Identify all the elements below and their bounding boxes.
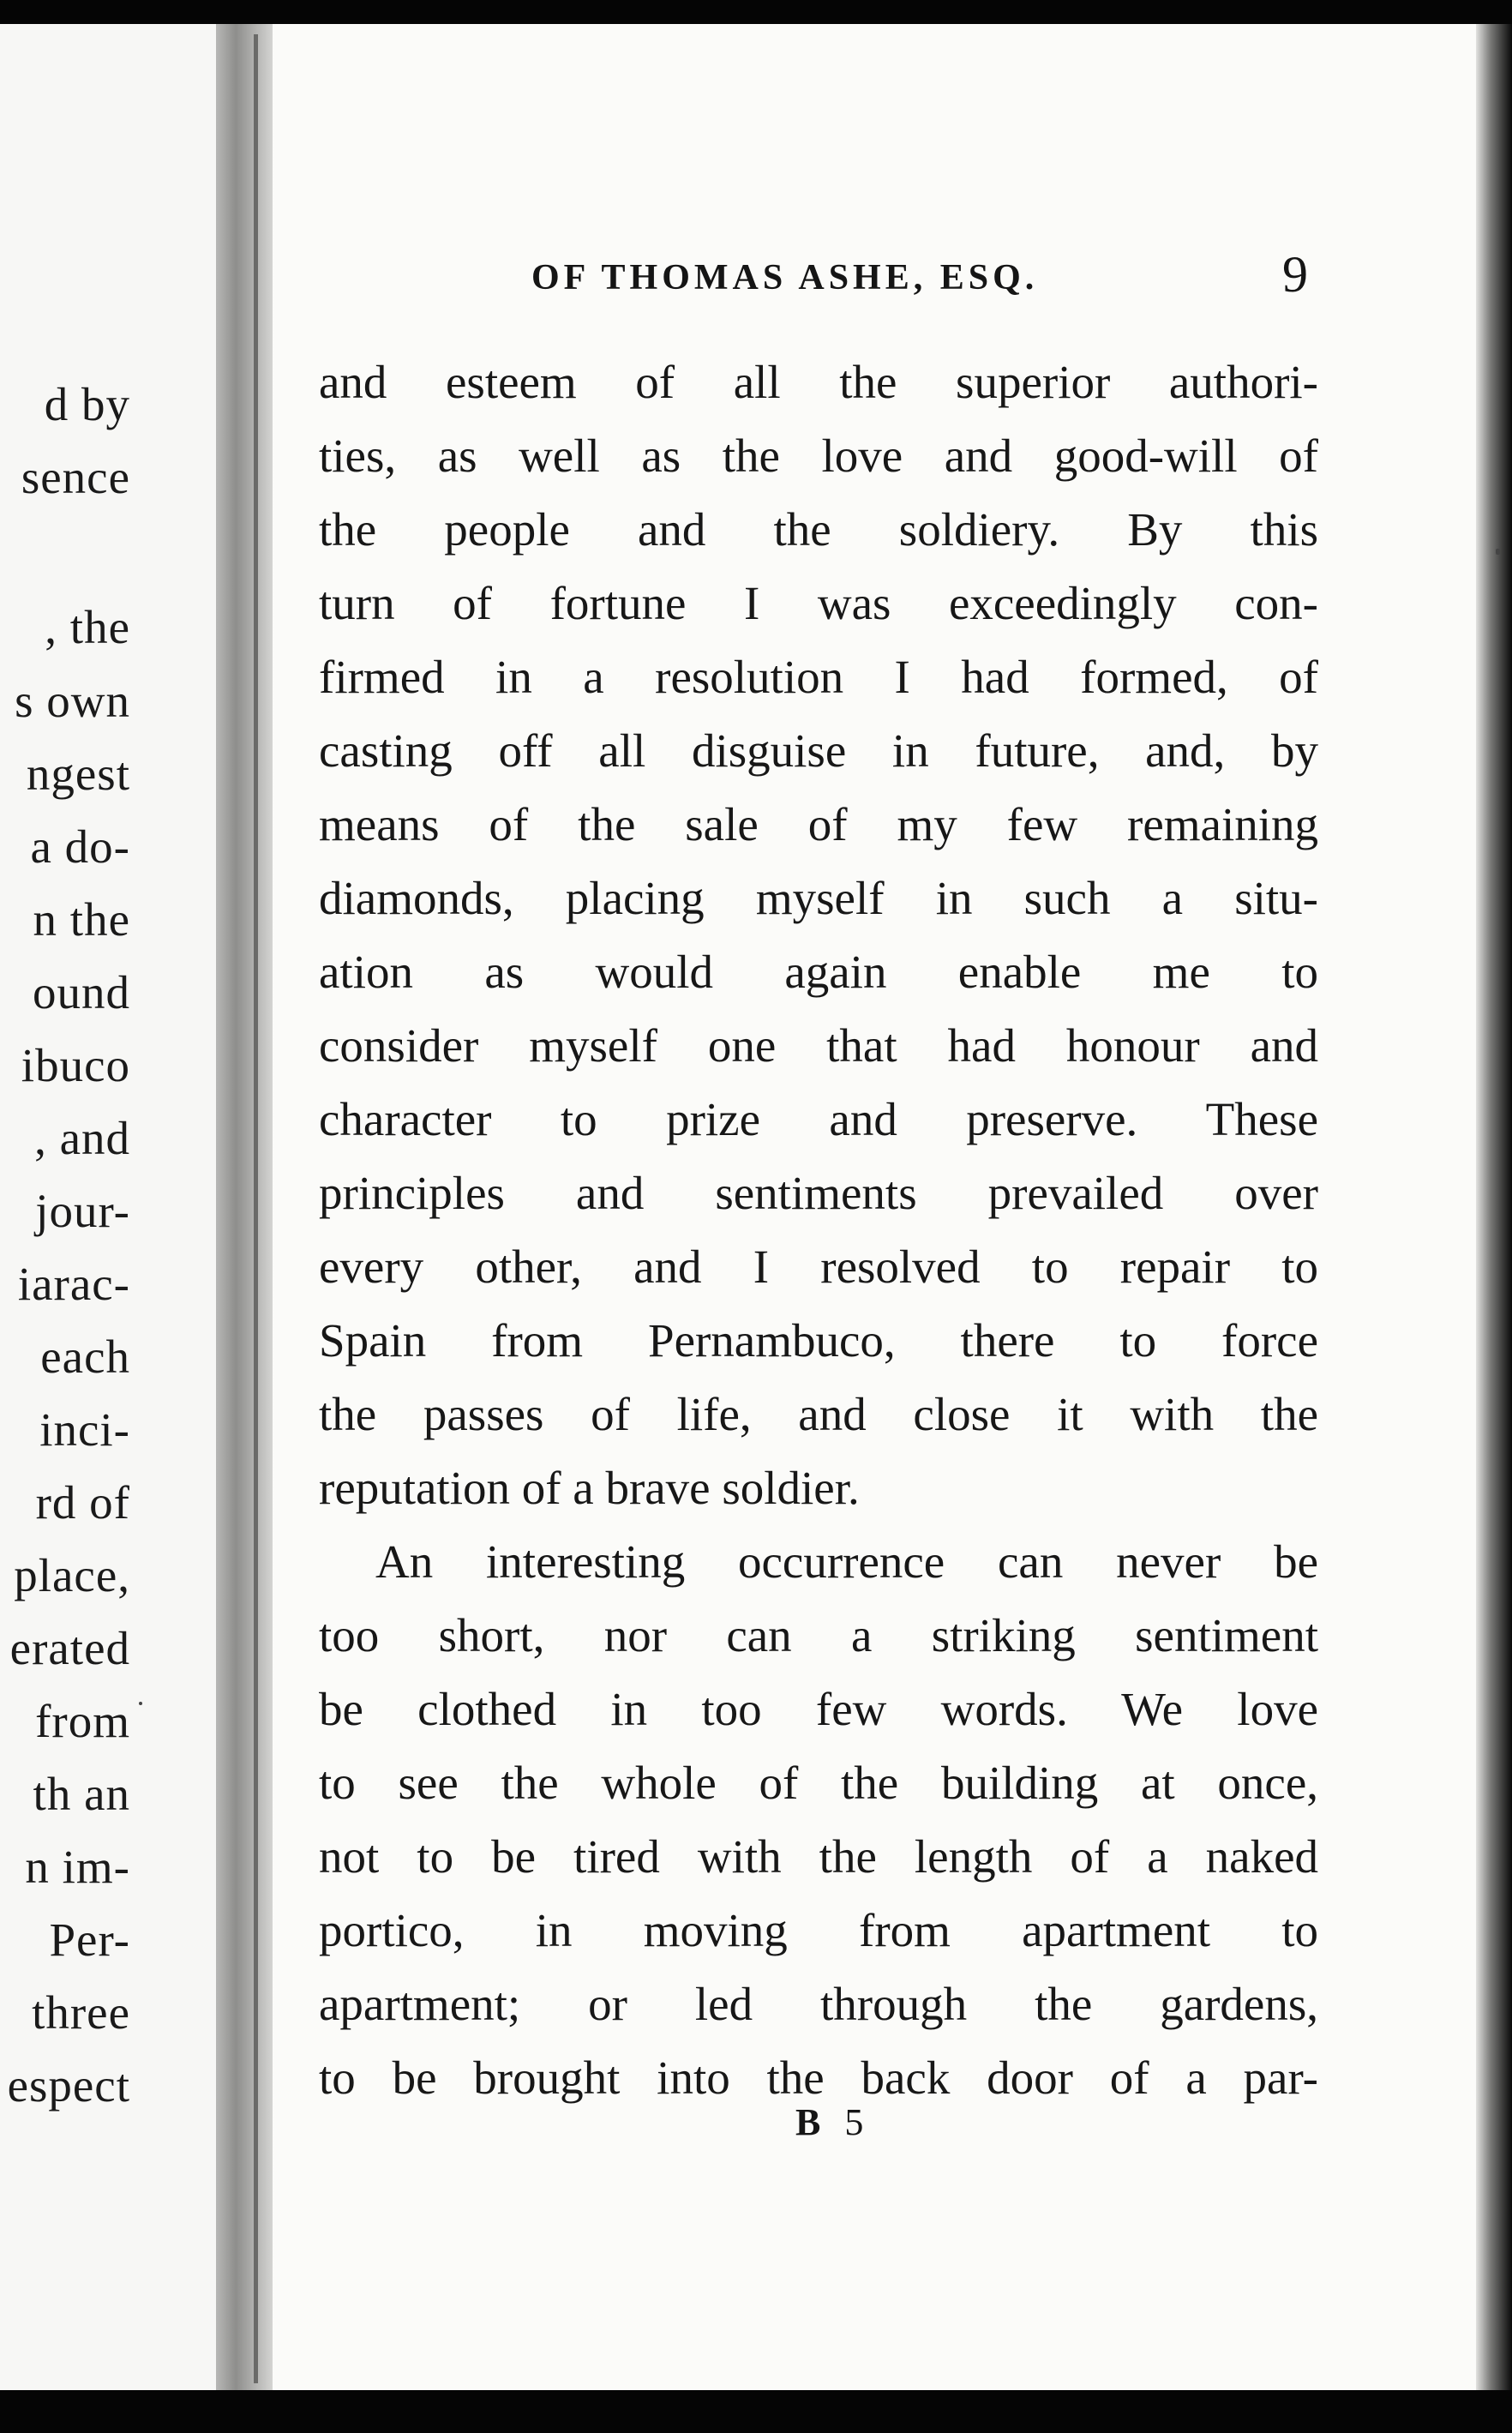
text-line: turn of fortune I was exceedingly con- — [319, 577, 1318, 629]
left-page-line: ibuco — [21, 1039, 130, 1091]
text-line: the people and the soldiery. By this — [319, 503, 1318, 556]
text-line: ation as would again enable me to — [319, 946, 1318, 998]
text-line: principles and sentiments prevailed over — [319, 1167, 1318, 1219]
left-page-line: ngest — [26, 748, 130, 800]
text-line: ties, as well as the love and good-will of — [319, 430, 1318, 482]
left-page-line: , the — [45, 601, 130, 653]
left-page-line: s own — [15, 675, 130, 727]
text-line: to be brought into the back door of a par- — [319, 2052, 1318, 2104]
signature-number: 5 — [844, 2101, 888, 2143]
left-page-line: n im- — [25, 1841, 130, 1893]
text-line: apartment; or led through the gardens, — [319, 1978, 1318, 2030]
text-line: too short, nor can a striking sentiment — [319, 1609, 1318, 1661]
page-body-text — [319, 345, 1318, 2115]
left-page-line: a do- — [30, 820, 130, 873]
paper-speck — [1496, 549, 1500, 555]
left-page-line: sence — [21, 451, 130, 503]
left-page-line: th an — [33, 1768, 130, 1820]
running-head: OF THOMAS ASHE, ESQ. — [531, 258, 1039, 297]
signature-mark — [795, 2100, 887, 2144]
left-page-line: each — [40, 1331, 130, 1383]
text-line: to see the whole of the building at once, — [319, 1757, 1318, 1809]
left-page-line: rd of — [35, 1476, 130, 1529]
text-line: character to prize and preserve. These — [319, 1093, 1318, 1145]
binding-gutter — [216, 24, 273, 2390]
text-line: the passes of life, and close it with the — [319, 1388, 1318, 1440]
left-page-line: inci- — [39, 1403, 130, 1456]
gutter-shadow-line — [254, 34, 258, 2383]
page-number: 9 — [1282, 246, 1308, 303]
text-line: casting off all disguise in future, and, by — [319, 724, 1318, 777]
text-line: means of the sale of my few remaining — [319, 798, 1318, 850]
text-line: be clothed in too few words. We love — [319, 1683, 1318, 1735]
paragraph-end-line: reputation of a brave soldier. — [319, 1462, 860, 1514]
left-page-line: , and — [34, 1112, 130, 1164]
left-page-line: d by — [44, 378, 130, 430]
left-page-line: place, — [14, 1549, 130, 1601]
text-line: Spain from Pernambuco, there to force — [319, 1314, 1318, 1367]
left-page-line: three — [32, 1986, 130, 2039]
text-line: and esteem of all the superior authori- — [319, 356, 1318, 408]
left-page-fragment — [0, 24, 216, 2390]
paper-speck — [139, 1702, 142, 1705]
signature-letter: B — [795, 2101, 845, 2143]
text-line: portico, in moving from apartment to — [319, 1904, 1318, 1956]
page-edge-shadow — [1476, 24, 1512, 2390]
left-page-line: from — [35, 1695, 130, 1747]
text-line: consider myself one that had honour and — [319, 1019, 1318, 1072]
paragraph-start-line: An interesting occurrence can never be — [375, 1535, 1318, 1588]
text-line: diamonds, placing myself in such a situ- — [319, 872, 1318, 924]
left-page-line: n the — [33, 893, 130, 946]
left-page-line: espect — [7, 2059, 130, 2112]
text-line: firmed in a resolution I had formed, of — [319, 651, 1318, 703]
left-page-line: iarac- — [17, 1258, 130, 1310]
left-page-line: Per- — [49, 1913, 130, 1966]
left-page-line: erated — [9, 1622, 130, 1674]
text-line: not to be tired with the length of a naked — [319, 1830, 1318, 1883]
left-page-line: jour- — [35, 1185, 130, 1237]
text-line: every other, and I resolved to repair to — [319, 1241, 1318, 1293]
left-page-line: ound — [33, 966, 130, 1018]
